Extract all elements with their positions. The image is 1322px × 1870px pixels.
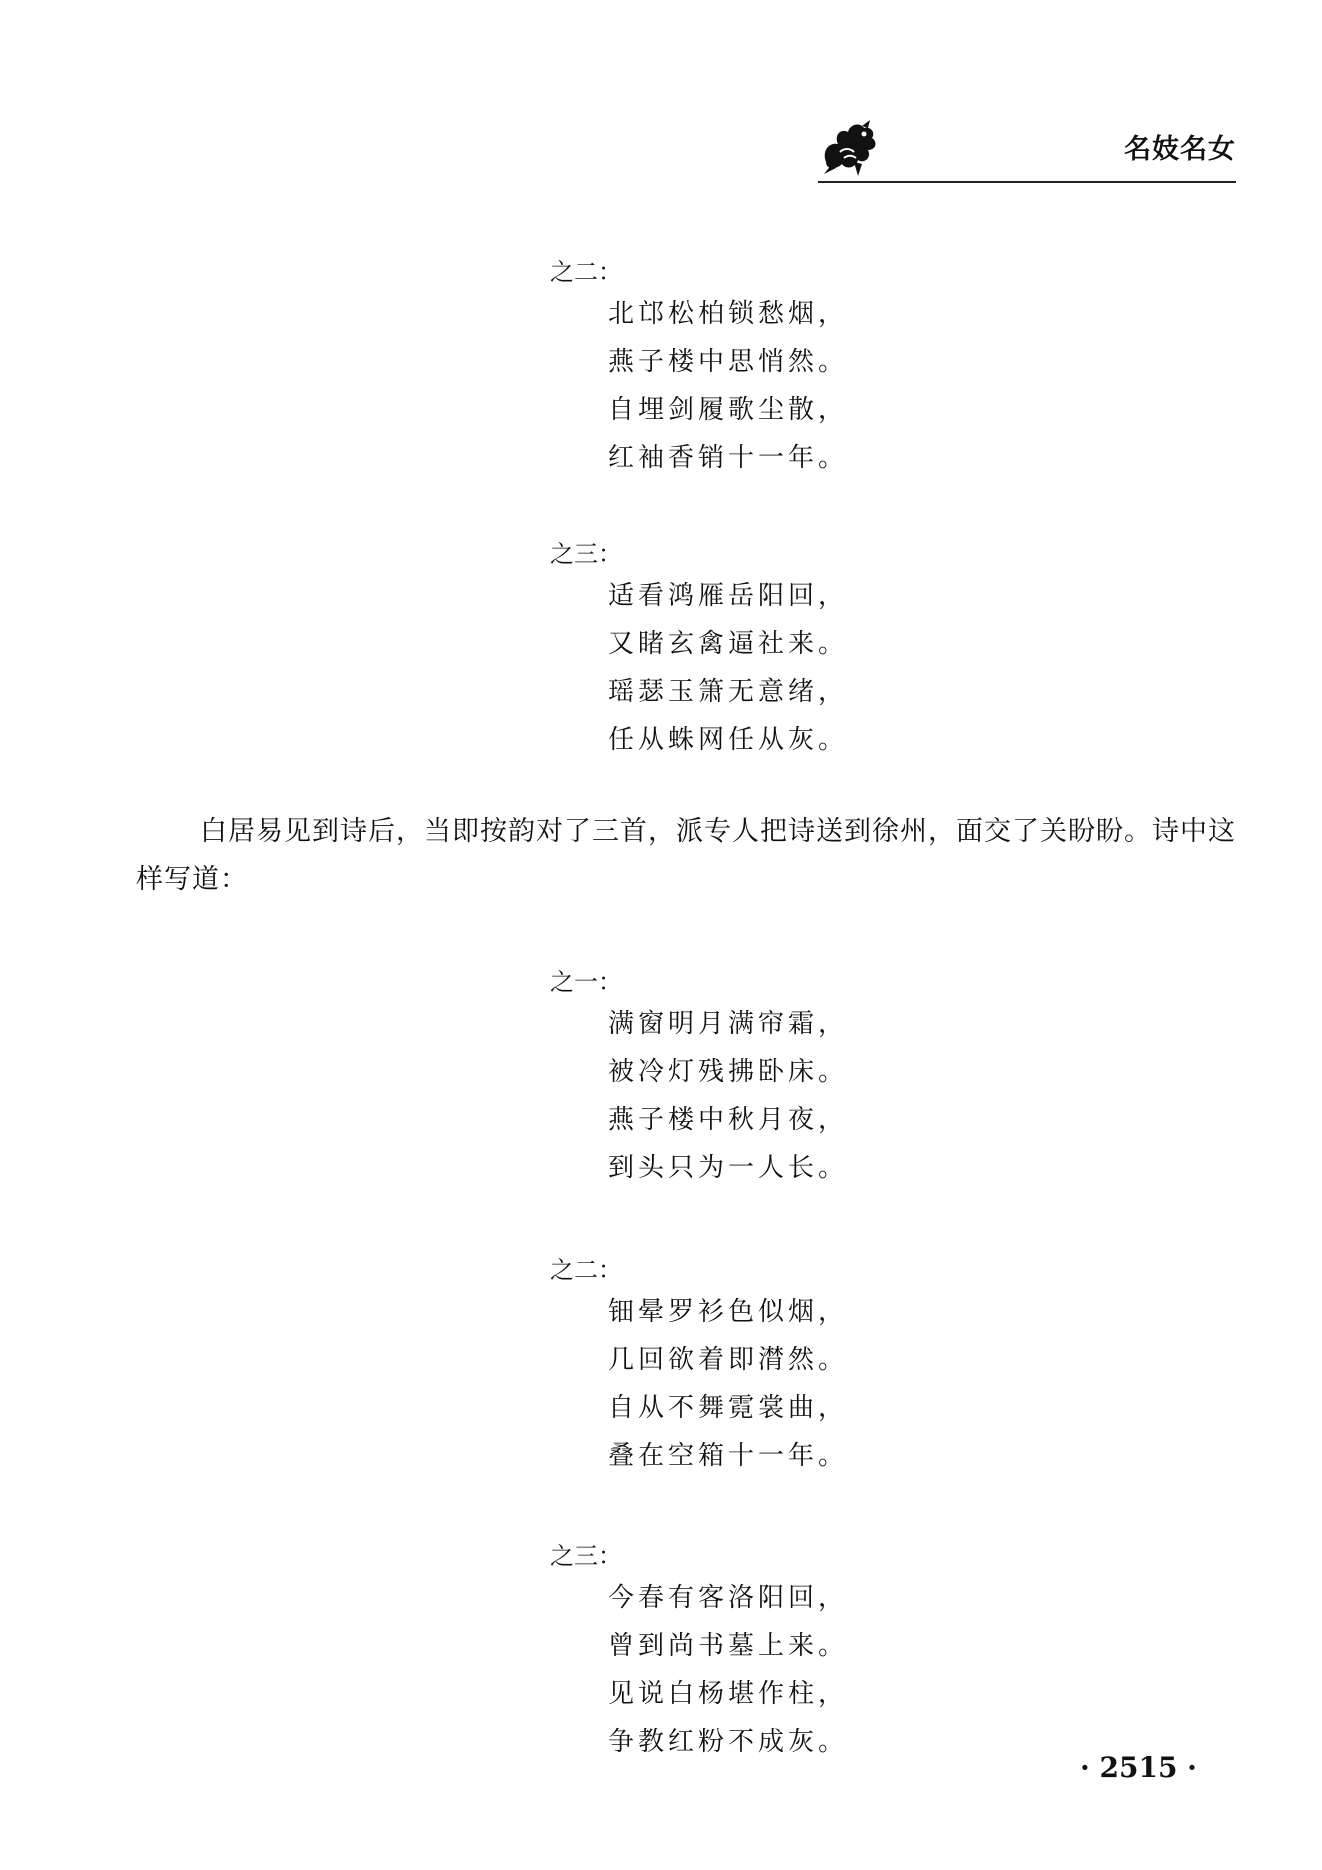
poem-line: 被冷灯残拂卧床。 [608,1057,849,1087]
poem-heading: 之一： [550,968,622,996]
poem-line: 任从蛛网任从灰。 [608,725,849,755]
poem-line: 自从不舞霓裳曲， [608,1393,849,1423]
poem-line: 几回欲着即潸然。 [608,1345,849,1375]
poem-line: 适看鸿雁岳阳回， [608,581,849,611]
poem-after-1 [550,964,870,1192]
poem-heading: 之三： [550,1542,622,1570]
poem-line: 曾到尚书墓上来。 [608,1631,849,1661]
poem-line: 红袖香销十一年。 [608,443,849,473]
poem-after-2 [550,1252,870,1480]
poem-line: 满窗明月满帘霜， [608,1009,849,1039]
poem-before-3 [550,536,870,764]
poem-line: 争教红粉不成灰。 [608,1727,849,1757]
poem-line: 今春有客洛阳回， [608,1583,849,1613]
header-rule [818,181,1236,183]
poem-before-2 [550,254,870,482]
poem-after-3 [550,1538,870,1766]
body-paragraph: 白居易见到诗后，当即按韵对了三首，派专人把诗送到徐州，面交了关盼盼。诗中这样写道： [136,816,1236,895]
poem-line: 叠在空箱十一年。 [608,1441,849,1471]
poem-line: 北邙松柏锁愁烟， [608,299,849,329]
running-title: 名妓名女 [1124,134,1236,165]
poem-line: 又睹玄禽逼社来。 [608,629,849,659]
page-number: · 2515 · [1080,1751,1197,1784]
poem-heading: 之二： [550,1256,622,1284]
dragon-emblem-icon [818,118,882,178]
poem-line: 钿晕罗衫色似烟， [608,1297,849,1327]
poem-heading: 之三： [550,540,622,568]
poem-line: 到头只为一人长。 [608,1153,849,1183]
page-header [818,118,1236,184]
poem-line: 燕子楼中秋月夜， [608,1105,849,1135]
poem-line: 燕子楼中思悄然。 [608,347,849,377]
poem-line: 自埋剑履歌尘散， [608,395,849,425]
poem-line: 见说白杨堪作柱， [608,1679,849,1709]
poem-line: 瑶瑟玉箫无意绪， [608,677,849,707]
poem-heading: 之二： [550,258,622,286]
